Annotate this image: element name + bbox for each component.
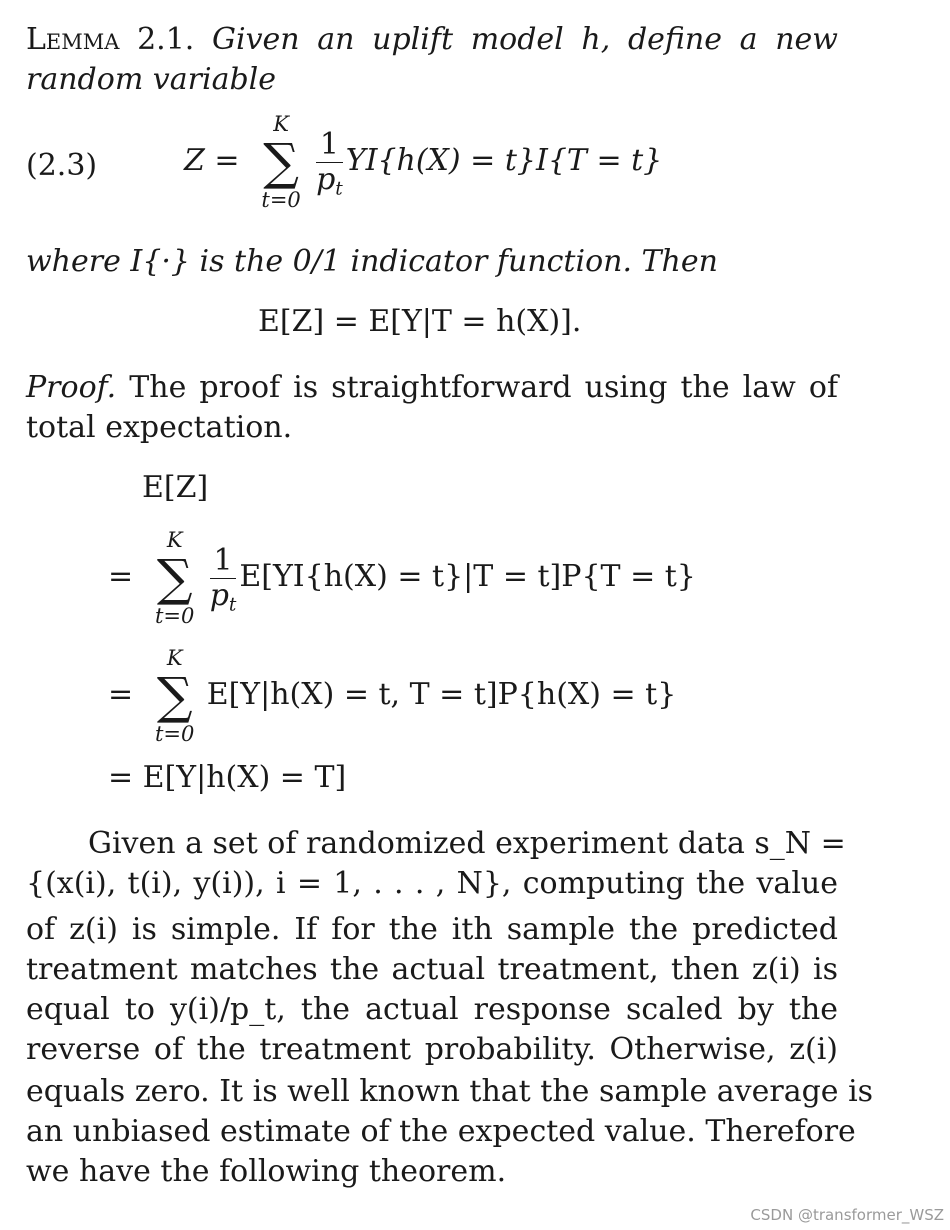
fraction-one-over-pt [316,126,343,200]
paragraph-line-7: equals zero. It is well known that the sample average is [26,1074,874,1109]
paragraph-line-5: equal to y(i)/p_t, the actual response scaled by the [26,992,838,1027]
derivation-line-0: E[Z] [142,470,209,505]
lemma-line-1 [26,20,838,60]
proof-label: Proof. [26,370,117,405]
derivation-line-2 [108,646,676,746]
derivation-eq-sign-1: = [108,559,134,594]
derivation-eq-sign-2: = [108,677,134,712]
lemma-statement-line1: Given an uplift model h, define a new [212,22,838,57]
watermark: CSDN @transformer_WSZ [750,1206,944,1224]
sum-upper-limit: K [273,112,289,136]
summation-symbol-2: K ∑ t=0 [154,528,195,628]
proof-text-2: total expectation. [26,410,293,445]
paragraph-line-3: of z(i) is simple. If for the ith sample the predicted [26,912,838,947]
paragraph-line-9: we have the following theorem. [26,1154,507,1189]
equation-number-2-3: (2.3) [26,148,98,183]
proof-line-1 [26,368,838,408]
summation-symbol-3: K ∑ t=0 [154,646,195,746]
lemma-statement-line2: random variable [26,62,277,97]
paragraph-line-6: reverse of the treatment probability. Otherwise, z(i) [26,1032,838,1067]
derivation-line-1 [108,528,696,628]
expectation-equation: E[Z] = E[Y|T = h(X)]. [258,304,582,339]
summation-symbol: K ∑ t=0 [253,112,309,212]
derivation-body-2: E[Y|h(X) = t, T = t]P{h(X) = t} [206,677,677,712]
fraction-one-over-pt-2: $\frac{1}{p_t}$ [209,542,237,616]
where-line: where I{·} is the 0/1 indicator function. Then [26,244,718,279]
frac-numerator: 1 [316,128,343,163]
derivation-line-3: = E[Y|h(X) = T] [108,760,347,795]
paragraph-line-1: Given a set of randomized experiment data s_N = [88,826,846,861]
eq-2-3-lhs: Z = [184,143,240,178]
proof-text-1: The proof is straightforward using the law of [129,370,838,405]
eq-2-3-body: YI{h(X) = t}I{T = t} [345,143,663,178]
frac-denominator-sub: t [335,178,343,200]
paragraph-line-4: treatment matches the actual treatment, then z(i) is [26,952,838,987]
sum-lower-limit: t=0 [261,188,301,212]
paragraph-line-2: {(x(i), t(i), y(i)), i = 1, . . . , N}, computing the value [26,866,838,901]
paragraph-line-8: an unbiased estimate of the expected value. Therefore [26,1114,856,1149]
lemma-heading: Lemma 2.1. [26,22,195,57]
equation-2-3 [184,112,662,212]
frac-denominator: p [316,161,336,197]
derivation-body-1: E[YI{h(X) = t}|T = t]P{T = t} [239,559,696,594]
